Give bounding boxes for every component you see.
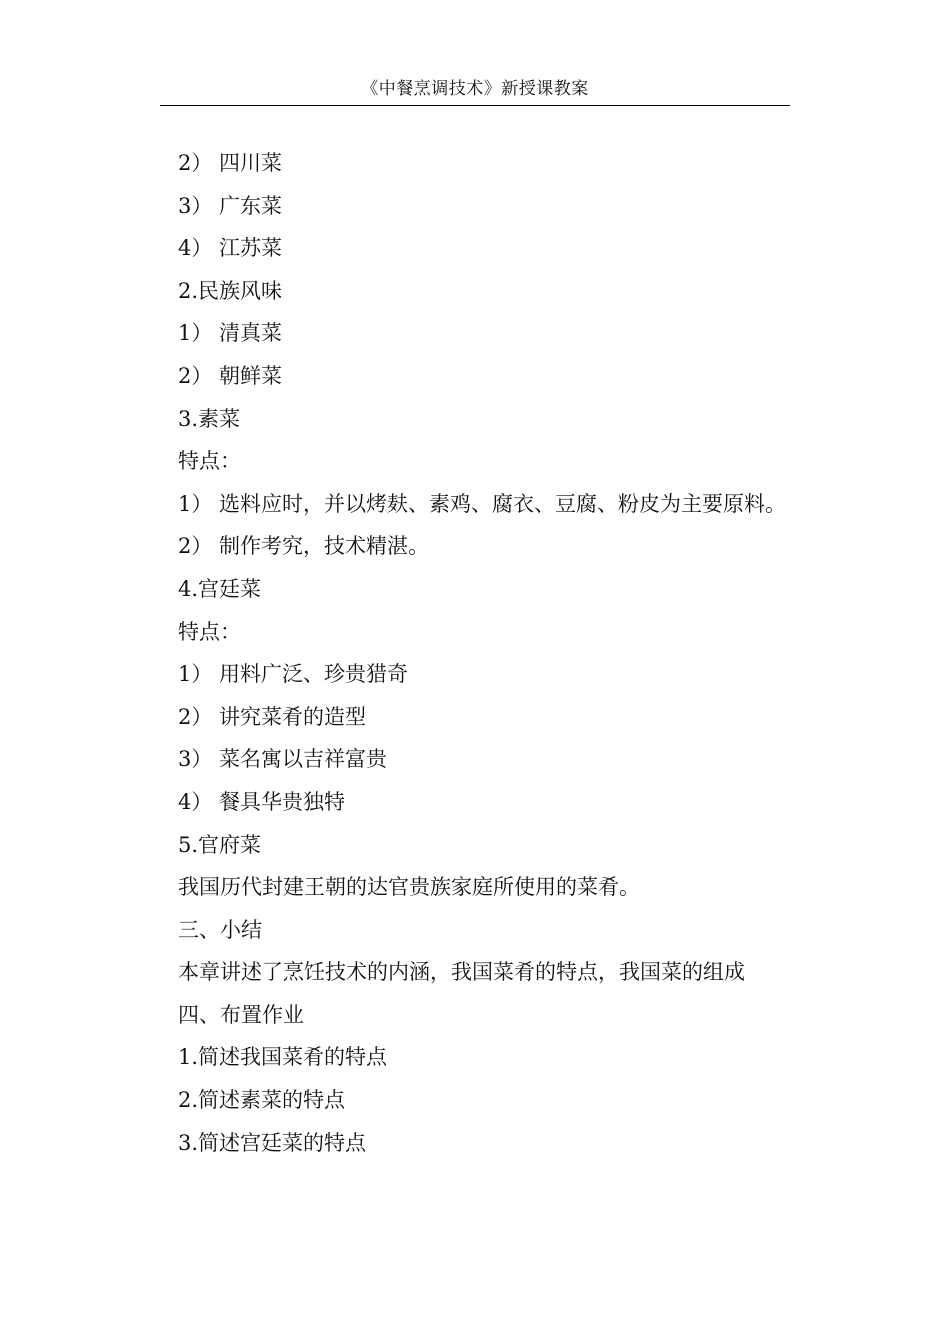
list-item-korean: 2） 朝鲜菜	[178, 363, 283, 388]
list-item-sichuan: 2） 四川菜	[178, 151, 283, 175]
page-header	[160, 76, 790, 106]
section-heading-ethnic-flavor: 2.民族风味	[178, 278, 283, 303]
list-item-imperial-feature-1: 1） 用料广泛、珍贵猎奇	[178, 662, 409, 687]
document-body	[178, 142, 818, 1164]
document-title: 《中餐烹调技术》新授课教案	[361, 79, 589, 99]
paragraph-summary: 本章讲述了烹饪技术的内涵，我国菜肴的特点，我国菜的组成	[178, 960, 745, 985]
list-item-homework-3: 3.简述宫廷菜的特点	[178, 1130, 367, 1155]
list-item-guangdong: 3） 广东菜	[178, 193, 283, 218]
list-item-jiangsu: 4） 江苏菜	[178, 236, 283, 261]
section-heading-summary: 三、小结	[178, 917, 262, 942]
list-item-imperial-feature-4: 4） 餐具华贵独特	[178, 789, 346, 814]
features-label: 特点：	[178, 449, 241, 474]
section-heading-homework: 四、布置作业	[178, 1002, 304, 1027]
paragraph-official-description: 我国历代封建王朝的达官贵族家庭所使用的菜肴。	[178, 875, 640, 900]
list-item-vegetarian-feature-2: 2） 制作考究，技术精湛。	[178, 534, 430, 559]
list-item-imperial-feature-2: 2） 讲究菜肴的造型	[178, 704, 367, 729]
list-item-homework-2: 2.简述素菜的特点	[178, 1088, 346, 1113]
list-item-vegetarian-feature-1: 1） 选料应时，并以烤麸、素鸡、腐衣、豆腐、粉皮为主要原料。	[178, 491, 787, 516]
section-heading-vegetarian: 3.素菜	[178, 406, 241, 431]
section-heading-imperial: 4.宫廷菜	[178, 576, 262, 601]
section-heading-official: 5.官府菜	[178, 832, 262, 857]
features-label: 特点：	[178, 619, 241, 644]
list-item-imperial-feature-3: 3） 菜名寓以吉祥富贵	[178, 747, 388, 772]
list-item-homework-1: 1.简述我国菜肴的特点	[178, 1045, 388, 1070]
list-item-halal: 1） 清真菜	[178, 321, 283, 346]
